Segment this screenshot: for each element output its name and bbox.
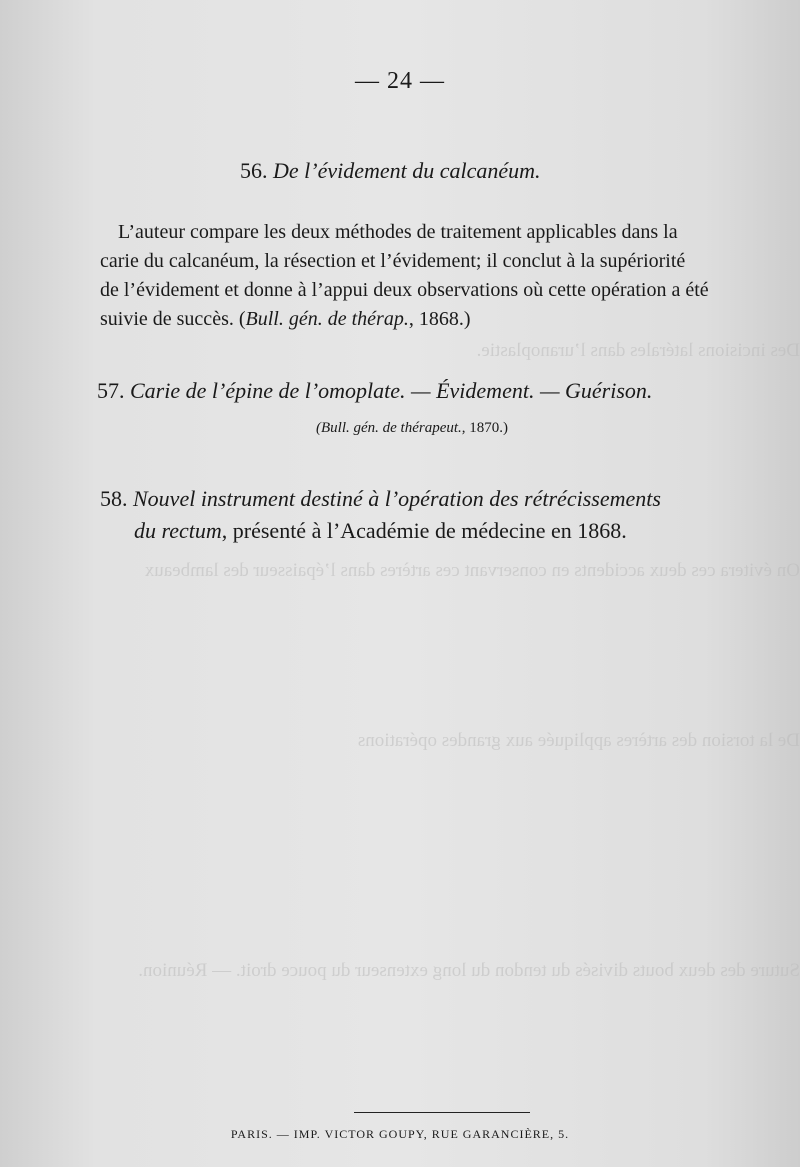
paragraph-line: suivie de succès. (Bull. gén. de thérap., 1868.) — [100, 308, 471, 330]
citation: Bull. gén. de thérap. — [245, 308, 409, 330]
section-number: 58. — [100, 486, 128, 511]
section-number: 57. — [97, 378, 125, 403]
printer-footer: PARIS. — IMP. VICTOR GOUPY, RUE GARANCIÈRE, 5. — [230, 1127, 570, 1141]
bleed-through-text: Suture des deux bouts divisés du tendon du long extenseur du pouce droit. — Réunion. — [138, 960, 800, 981]
section-title: Nouvel instrument destiné à l’opération des rétrécissements — [133, 486, 661, 511]
section-number: 56. — [240, 158, 268, 183]
section-title: Carie de l’épine de l’omoplate. — Évidement. — Guérison. — [130, 378, 653, 403]
bleed-through-text: Des incisions latérales dans l’uranoplastie. — [476, 340, 800, 361]
bleed-through-text: De la torsion des artères appliquée aux grandes opérations — [357, 730, 800, 751]
paragraph-line: de l’évidement et donne à l’appui deux observations où cette opération a été — [100, 279, 709, 301]
section-57-heading — [97, 378, 759, 404]
page-number: — 24 — — [355, 68, 445, 94]
heading-line — [100, 483, 760, 515]
section-56-paragraph — [100, 218, 760, 334]
section-57-reference: (Bull. gén. de thérapeut., 1870.) — [316, 420, 509, 436]
bleed-through-text: On évitera ces deux accidents en conservant ces artères dans l’épaisseur des lambeaux — [144, 560, 800, 581]
paragraph-line: L’auteur compare les deux méthodes de traitement applicables dans la — [118, 221, 678, 243]
paragraph-line: carie du calcanéum, la résection et l’évidement; il conclut à la supériorité — [100, 250, 686, 272]
heading-line: du rectum, présenté à l’Académie de médecine en 1868. — [134, 518, 627, 543]
section-58-heading — [100, 483, 760, 547]
section-56-heading — [240, 158, 541, 184]
footer-rule — [354, 1112, 530, 1113]
section-title: De l’évidement du calcanéum. — [273, 158, 541, 183]
